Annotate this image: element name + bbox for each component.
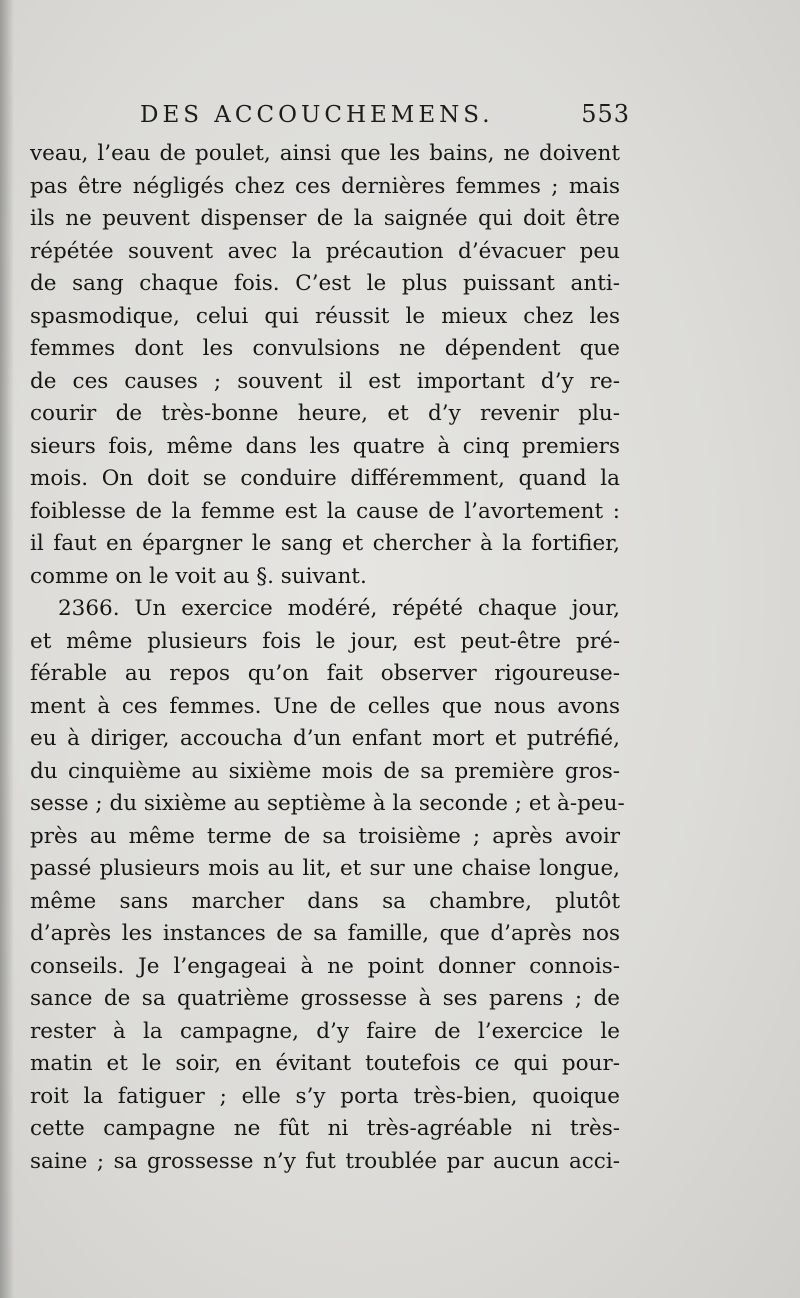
text-line: sieurs fois, même dans les quatre à cinq premiers (30, 433, 620, 459)
text-line: passé plusieurs mois au lit, et sur une chaise longue, (30, 856, 620, 881)
text-line: eu à diriger, accoucha d’un enfant mort et putréfié, (30, 726, 620, 751)
text-line: sance de sa quatrième grossesse à ses parens ; de (30, 986, 620, 1011)
text-line: du cinquième au sixième mois de sa première gros- (30, 758, 620, 784)
text-line: conseils. Je l’engageai à ne point donner connois- (30, 953, 620, 979)
text-line: et même plusieurs fois le jour, est peut-être pré- (30, 628, 620, 654)
text-line: saine ; sa grossesse n’y fut troublée par aucun acci- (30, 1148, 620, 1174)
text-line-paragraph-end: comme on le voit au §. suivant. (30, 563, 367, 589)
text-line: foiblesse de la femme est la cause de l’avortement : (30, 498, 620, 524)
text-line: ils ne peuvent dispenser de la saignée qui doit être (30, 206, 620, 231)
text-line: courir de très-bonne heure, et d’y revenir plu- (30, 401, 620, 426)
text-line: pas être négligés chez ces dernières femmes ; mais (30, 173, 620, 199)
text-line: cette campagne ne fût ni très-agréable ni très- (30, 1116, 620, 1141)
text-line: rester à la campagne, d’y faire de l’exercice le (30, 1018, 620, 1044)
text-line: répétée souvent avec la précaution d’évacuer peu (30, 238, 620, 264)
text-line: femmes dont les convulsions ne dépendent que (30, 336, 620, 361)
text-line: près au même terme de sa troisième ; après avoir (30, 823, 620, 849)
text-line-paragraph-start: 2366. Un exercice modéré, répété chaque jour, (58, 596, 620, 621)
text-line: roit la fatiguer ; elle s’y porta très-bien, quoique (30, 1083, 620, 1109)
text-line: matin et le soir, en évitant toutefois ce qui pour- (30, 1051, 620, 1076)
page-header (140, 96, 630, 136)
running-head: DES ACCOUCHEMENS. (140, 102, 494, 128)
text-line: férable au repos qu’on fait observer rigoureuse- (30, 661, 620, 686)
text-line: de sang chaque fois. C’est le plus puissant anti- (30, 271, 620, 296)
text-line: sesse ; du sixième au septième à la seconde ; et à-peu- (30, 791, 625, 816)
text-line: ment à ces femmes. Une de celles que nous avons (30, 693, 620, 719)
page-gutter-shadow (0, 0, 14, 1298)
text-line: veau, l’eau de poulet, ainsi que les bains, ne doivent (30, 141, 620, 166)
text-line: il faut en épargner le sang et chercher à la fortifier, (30, 531, 620, 556)
text-line: de ces causes ; souvent il est important d’y re- (30, 368, 620, 394)
body-text (30, 138, 625, 1178)
text-line: d’après les instances de sa famille, que d’après nos (30, 921, 620, 946)
text-line: mois. On doit se conduire différemment, quand la (30, 466, 620, 491)
text-line: spasmodique, celui qui réussit le mieux chez les (30, 303, 620, 329)
page-number: 553 (581, 100, 630, 128)
text-line: même sans marcher dans sa chambre, plutôt (30, 888, 620, 914)
